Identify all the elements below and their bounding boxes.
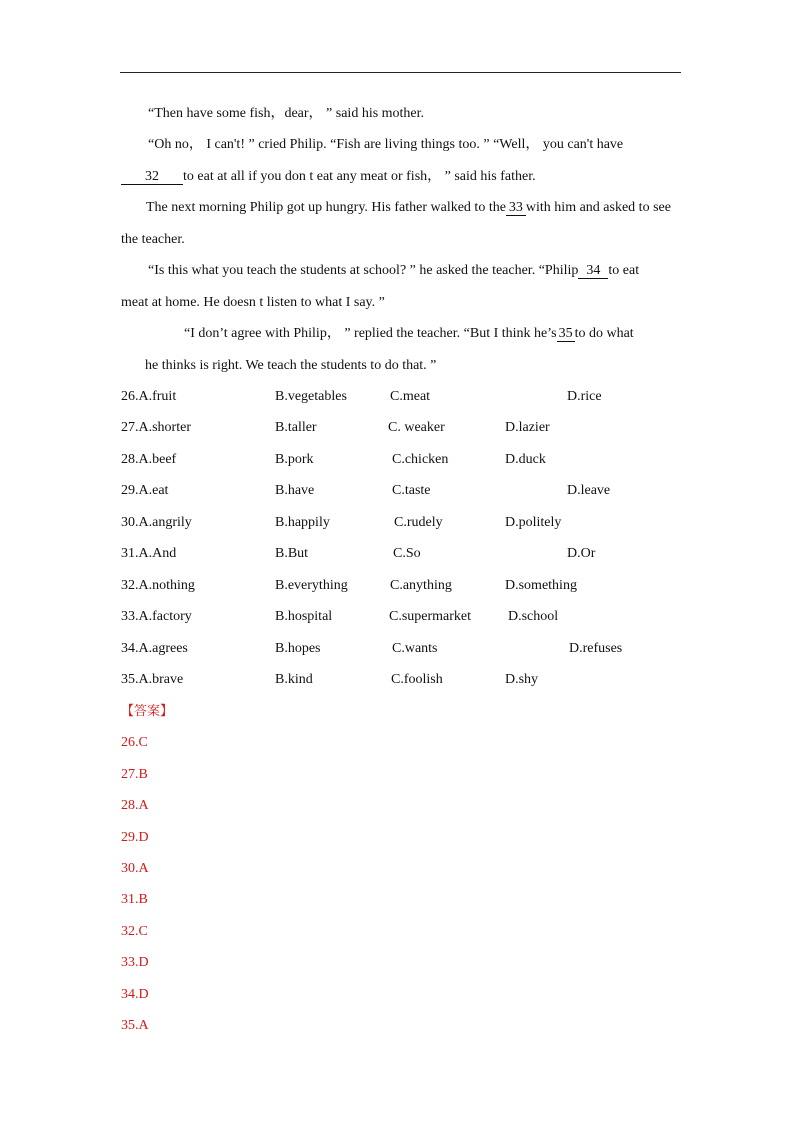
option-31-c: C.So bbox=[393, 546, 421, 561]
option-34-a: 34.A.agrees bbox=[121, 641, 188, 656]
answer-35: 35.A bbox=[121, 1018, 149, 1033]
passage-line-9: he thinks is right. We teach the students to do that. ” bbox=[145, 358, 437, 373]
option-33-c: C.supermarket bbox=[389, 609, 472, 624]
option-33-b: B.hospital bbox=[275, 609, 333, 624]
option-30-c: C.rudely bbox=[394, 515, 443, 530]
passage-line-6 bbox=[148, 262, 639, 280]
option-26-d: D.rice bbox=[567, 389, 602, 404]
answer-29: 29.D bbox=[121, 830, 149, 845]
option-30-a: 30.A.angrily bbox=[121, 515, 192, 530]
answer-28: 28.A bbox=[121, 798, 149, 813]
option-27-d: D.lazier bbox=[505, 420, 550, 435]
answer-heading: 【答案】 bbox=[121, 704, 174, 719]
option-26-a: 26.A.fruit bbox=[121, 389, 177, 404]
passage-line-5: the teacher. bbox=[121, 232, 185, 247]
passage-line-3 bbox=[121, 168, 536, 186]
option-28-b: B.pork bbox=[275, 452, 314, 467]
option-27-c: C. weaker bbox=[388, 420, 445, 435]
answer-30: 30.A bbox=[121, 861, 149, 876]
option-26-c: C.meat bbox=[390, 389, 431, 404]
option-29-a: 29.A.eat bbox=[121, 483, 169, 498]
answer-34: 34.D bbox=[121, 987, 149, 1002]
passage-line-4 bbox=[146, 199, 671, 217]
option-30-d: D.politely bbox=[505, 515, 562, 530]
option-34-c: C.wants bbox=[392, 641, 438, 656]
answer-27: 27.B bbox=[121, 767, 148, 782]
answer-31: 31.B bbox=[121, 892, 148, 907]
option-30-b: B.happily bbox=[275, 515, 330, 530]
passage-line-6-post: to eat bbox=[608, 263, 640, 278]
option-31-b: B.But bbox=[275, 546, 309, 561]
option-29-c: C.taste bbox=[392, 483, 431, 498]
option-32-d: D.something bbox=[505, 578, 577, 593]
option-33-a: 33.A.factory bbox=[121, 609, 192, 624]
option-31-a: 31.A.And bbox=[121, 546, 177, 561]
passage-line-7: meat at home. He doesn t listen to what I say. ” bbox=[121, 295, 385, 310]
passage-line-3-text: to eat at all if you don t eat any meat or fish， ” said his father. bbox=[183, 169, 536, 184]
option-29-b: B.have bbox=[275, 483, 315, 498]
passage-line-1: “Then have some fish，dear， ” said his mother. bbox=[148, 106, 425, 121]
option-34-d: D.refuses bbox=[569, 641, 623, 656]
option-32-c: C.anything bbox=[390, 578, 452, 593]
option-28-a: 28.A.beef bbox=[121, 452, 177, 467]
passage-line-2: “Oh no， I can't! ” cried Philip. “Fish are living things too. ” “Well， you can't have bbox=[148, 137, 624, 152]
option-35-d: D.shy bbox=[505, 672, 539, 687]
passage-line-4-post: with him and asked to see bbox=[525, 200, 671, 215]
passage-line-8-post: to do what bbox=[574, 326, 634, 341]
passage-line-4-pre: The next morning Philip got up hungry. His father walked to the bbox=[146, 200, 506, 215]
option-32-a: 32.A.nothing bbox=[121, 578, 195, 593]
option-28-c: C.chicken bbox=[392, 452, 449, 467]
option-35-a: 35.A.brave bbox=[121, 672, 184, 687]
option-28-d: D.duck bbox=[505, 452, 546, 467]
option-27-b: B.taller bbox=[275, 420, 317, 435]
option-35-b: B.kind bbox=[275, 672, 313, 687]
passage-line-8-pre: “I don’t agree with Philip， ” replied the teacher. “But I think he’s bbox=[184, 326, 557, 341]
option-26-b: B.vegetables bbox=[275, 389, 347, 404]
option-27-a: 27.A.shorter bbox=[121, 420, 191, 435]
option-33-d: D.school bbox=[508, 609, 559, 624]
passage-line-6-pre: “Is this what you teach the students at school? ” he asked the teacher. “Philip bbox=[148, 263, 579, 278]
option-32-b: B.everything bbox=[275, 578, 348, 593]
answer-33: 33.D bbox=[121, 955, 149, 970]
blank-35: 35 bbox=[558, 326, 573, 341]
blank-33: 33 bbox=[506, 200, 526, 216]
blank-34: 34 bbox=[578, 263, 608, 279]
header-rule bbox=[120, 72, 681, 73]
blank-32: 32 bbox=[121, 169, 183, 185]
option-29-d: D.leave bbox=[567, 483, 611, 498]
option-35-c: C.foolish bbox=[391, 672, 443, 687]
option-34-b: B.hopes bbox=[275, 641, 321, 656]
passage-line-8 bbox=[184, 325, 634, 343]
answer-32: 32.C bbox=[121, 924, 148, 939]
answer-26: 26.C bbox=[121, 735, 148, 750]
option-31-d: D.Or bbox=[567, 546, 596, 561]
